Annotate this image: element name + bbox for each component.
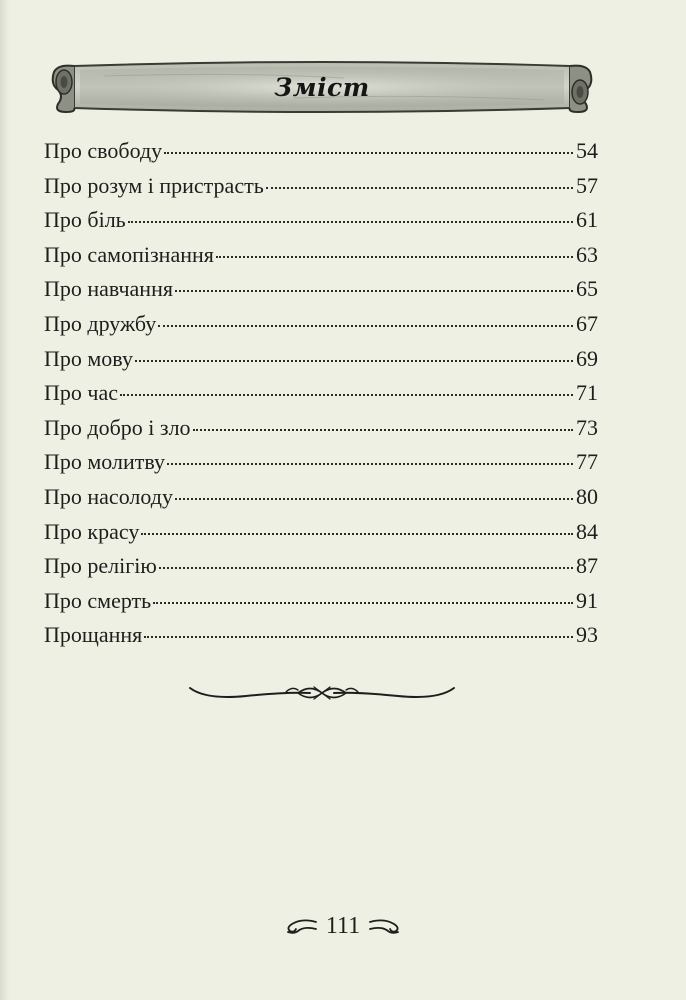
dot-leader (128, 221, 573, 223)
toc-entry-title: Про навчання (44, 276, 173, 302)
toc-entry-title: Про релігію (44, 553, 157, 579)
toc-entry-title: Про смерть (44, 587, 152, 613)
toc-entry[interactable] (44, 480, 598, 515)
flourish-divider-icon (186, 674, 458, 708)
table-of-contents (44, 134, 598, 653)
swirl-ornament-right-icon (368, 916, 404, 936)
toc-entry-title: Про молитву (44, 449, 166, 475)
toc-entry-title: Про самопізнання (44, 241, 214, 267)
toc-entry[interactable] (44, 515, 598, 550)
toc-entry-page: 54 (576, 138, 598, 163)
toc-entry[interactable] (44, 618, 598, 653)
toc-entry[interactable] (44, 272, 598, 307)
toc-entry-title: Про розум і пристрасть (44, 172, 264, 198)
toc-entry-page: 57 (576, 172, 598, 198)
toc-entry-page: 61 (576, 207, 598, 233)
toc-entry-title: Про насолоду (44, 483, 173, 509)
toc-entry-page: 91 (576, 587, 598, 613)
toc-entry[interactable] (44, 411, 598, 446)
dot-leader (175, 498, 573, 500)
toc-entry-page: 63 (576, 241, 598, 267)
toc-entry-page: 80 (576, 483, 598, 509)
toc-entry-title: Про час (44, 380, 118, 406)
toc-entry-page: 65 (576, 276, 598, 302)
toc-entry[interactable] (44, 584, 598, 619)
toc-entry[interactable] (44, 376, 598, 411)
toc-entry-page: 71 (576, 380, 598, 406)
toc-entry[interactable] (44, 134, 598, 169)
toc-entry-title: Про красу (44, 518, 140, 544)
toc-entry[interactable] (44, 307, 598, 342)
dot-leader (153, 602, 573, 604)
dot-leader (144, 636, 573, 638)
toc-entry-title: Про мову (44, 345, 133, 371)
toc-entry-page: 87 (576, 553, 598, 579)
toc-entry-title: Про дружбу (44, 310, 157, 336)
dot-leader (175, 290, 573, 292)
dot-leader (158, 325, 573, 327)
dot-leader (141, 533, 573, 535)
dot-leader (167, 463, 573, 465)
toc-entry-page: 77 (576, 449, 598, 475)
toc-entry-page: 93 (576, 622, 598, 648)
toc-entry[interactable] (44, 238, 598, 273)
toc-entry-page: 67 (576, 310, 598, 336)
toc-entry[interactable] (44, 445, 598, 480)
dot-leader (164, 152, 573, 154)
toc-entry-page: 69 (576, 345, 598, 371)
page-edge (0, 0, 10, 1000)
dot-leader (216, 256, 573, 258)
contents-banner (44, 56, 600, 118)
dot-leader (193, 429, 573, 431)
page-footer (0, 906, 686, 946)
toc-entry-page: 84 (576, 518, 598, 544)
toc-entry-title: Про добро і зло (44, 414, 191, 440)
dot-leader (159, 567, 573, 569)
toc-entry-title: Про біль (44, 207, 126, 233)
dot-leader (120, 394, 573, 396)
toc-entry[interactable] (44, 169, 598, 204)
toc-entry-title: Про свободу (44, 138, 163, 163)
dot-leader (135, 360, 573, 362)
page-number: 111 (325, 912, 361, 939)
toc-entry[interactable] (44, 342, 598, 377)
dot-leader (266, 187, 573, 189)
swirl-ornament-left-icon (282, 916, 318, 936)
toc-entry[interactable] (44, 549, 598, 584)
toc-entry[interactable] (44, 203, 598, 238)
page-title: Зміст (274, 72, 370, 102)
toc-entry-title: Прощання (44, 622, 143, 648)
toc-entry-page: 73 (576, 414, 598, 440)
